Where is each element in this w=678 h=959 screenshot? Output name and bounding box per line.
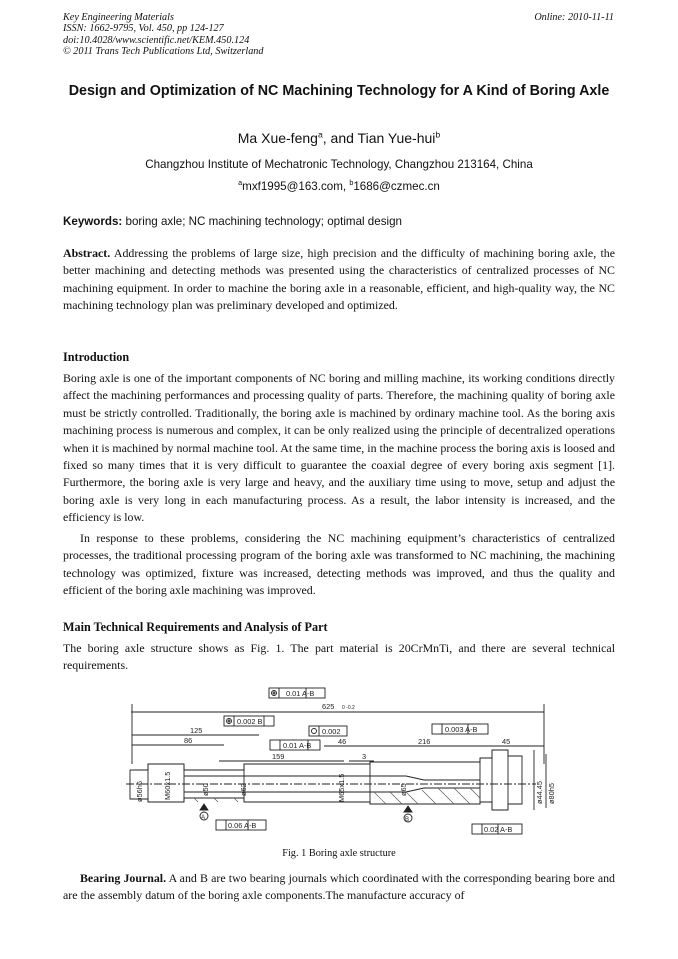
author-line bbox=[63, 130, 615, 146]
boring-axle-drawing bbox=[124, 684, 556, 842]
author-superscript: a bbox=[317, 129, 323, 140]
paper-title: Design and Optimization of NC Machining Technology for A Kind of Boring Axle bbox=[68, 83, 610, 99]
datum-label: B bbox=[405, 817, 410, 823]
dim-label: ø50 bbox=[201, 783, 210, 796]
dim-label: ø80h5 bbox=[547, 783, 556, 804]
dim-label: ø65 bbox=[399, 783, 408, 796]
figure-caption: Fig. 1 Boring axle structure bbox=[282, 848, 396, 859]
fcf-label: 0.02 A-B bbox=[484, 825, 513, 834]
dim-label: M60x1.5 bbox=[163, 771, 172, 800]
email-address: mxf1995@163.com, bbox=[242, 180, 350, 193]
dim-label: ø62 bbox=[239, 783, 248, 796]
dim-label: 125 bbox=[190, 726, 203, 735]
body-paragraph: In response to these problems, considering the NC machining equipment’s characteristics of centralized processes, the traditional processing program of the boring axle was transformed to NC machining, the machining technology was optimized, fixture was increased, detecting methods was improved, and thus the quality and efficient of the boring axle machining was improved. bbox=[63, 531, 615, 598]
section-heading: Introduction bbox=[63, 350, 130, 364]
dim-label: 159 bbox=[272, 752, 285, 761]
copyright-line: © 2011 Trans Tech Publications Ltd, Switzerland bbox=[63, 46, 264, 58]
dim-label: 46 bbox=[338, 737, 347, 746]
keywords-label: Keywords: bbox=[63, 215, 123, 228]
dim-label: ø56h6 bbox=[135, 781, 144, 802]
author-separator: , and bbox=[322, 130, 358, 146]
paragraph-text: A and B are two bearing journals which coordinated with the corresponding bearing bore and are the assembly datum of the boring axle components.The manufacture accuracy of bbox=[63, 871, 615, 903]
email-line bbox=[63, 180, 615, 193]
body-paragraph: Boring axle is one of the important components of NC boring and milling machine, its working conditions directly affect the machining performances and processing quality of parts. Therefore, the machining quality of boring axle must be strictly controlled. Traditionally, the boring axle is machined by ordinary machine tool. As the boring axis machining process is numerous and complex, it can be only realized using the principle of decentralized operations when it is machined by normal machine tool. At the same time, in the machine process the boring axis is loosed and fixed so many times that it is very difficult to guarantee the coaxial degree of every boring axis segment [1]. Furthermore, the boring axle is very large and heavy, and the auxiliary time using to move, setup and adjust the boring axle is very long in each manufacturing process. As a result, the labor intensity is increased, and the efficiency is low. bbox=[63, 371, 615, 525]
fcf-label: 0.002 B bbox=[237, 717, 263, 726]
fcf-label: 0.002 bbox=[322, 727, 341, 736]
dim-label: 3 bbox=[362, 752, 367, 761]
dim-label: 216 bbox=[418, 737, 431, 746]
fcf-label: 0.06 A-B bbox=[228, 821, 257, 830]
dim-label: 86 bbox=[184, 736, 193, 745]
journal-name: Key Engineering Materials bbox=[63, 12, 174, 23]
email-superscript: a bbox=[238, 178, 243, 188]
issn-line: ISSN: 1662-9795, Vol. 450, pp 124-127 bbox=[63, 23, 224, 35]
abstract bbox=[63, 245, 615, 315]
dim-label: ø44.45 bbox=[535, 780, 544, 804]
fcf-label: 0.01 A-B bbox=[286, 689, 315, 698]
online-date: Online: 2010-11-11 bbox=[534, 12, 614, 23]
email-address: 1686@czmec.cn bbox=[353, 180, 440, 193]
abstract-text: Addressing the problems of large size, high precision and the difficulty of machining boring axle, the better machining and detecting methods was presented using the characteristics of centralized processes of NC machining equipment. In order to machine the boring axle in a reasonable, efficient, and high-quality way, the NC machining technology plan was preliminary developed and optimized. bbox=[63, 246, 615, 313]
keywords-text: boring axle; NC machining technology; optimal design bbox=[122, 215, 402, 228]
author-name: Ma Xue-feng bbox=[237, 130, 318, 146]
dim-label: M65x1.5 bbox=[337, 773, 346, 802]
dim-label: 625 bbox=[322, 702, 335, 711]
journal-header bbox=[63, 12, 263, 58]
paragraph-label: Bearing Journal. bbox=[80, 871, 167, 885]
dim-tolerance: 0 -0.2 bbox=[342, 705, 355, 711]
section-heading: Main Technical Requirements and Analysis of Part bbox=[63, 620, 328, 634]
keywords bbox=[63, 215, 615, 228]
body-paragraph bbox=[63, 870, 615, 905]
body-paragraph: The boring axle structure shows as Fig. 1. The part material is 20CrMnTi, and there are several technical requirements. bbox=[63, 641, 615, 673]
fcf-label: 0.003 A-B bbox=[445, 725, 478, 734]
abstract-label: Abstract. bbox=[63, 246, 111, 260]
datum-label: A bbox=[201, 815, 206, 821]
doi-line: doi:10.4028/www.scientific.net/KEM.450.124 bbox=[63, 34, 250, 46]
author-name: Tian Yue-hui bbox=[357, 130, 436, 146]
dim-label: 45 bbox=[502, 737, 511, 746]
author-superscript: b bbox=[435, 129, 441, 140]
affiliation: Changzhou Institute of Mechatronic Technology, Changzhou 213164, China bbox=[145, 158, 533, 171]
email-superscript: b bbox=[349, 178, 354, 188]
fcf-label: 0.01 A-B bbox=[283, 741, 312, 750]
